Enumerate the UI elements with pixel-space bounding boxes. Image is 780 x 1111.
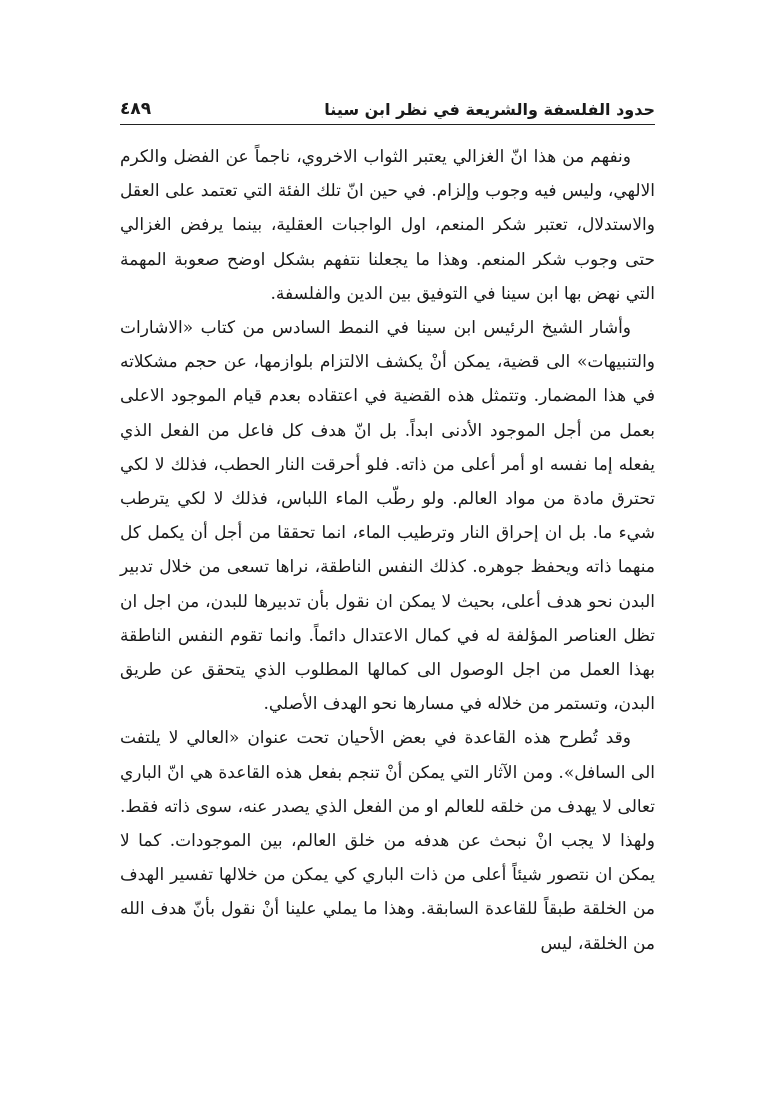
paragraph: وقد تُطرح هذه القاعدة في بعض الأحيان تحت عنوان «العالي لا يلتفت الى السافل». ومن الآثار التي يمكن أنْ تنجم بفعل هذه القاعدة هي انّ الباري تعالى لا يهدف من خلقه للعالم او من الفعل الذي يصدر عنه، سوى ذاته فقط. ولهذا لا يجب انْ نبحث عن هدفه من خلق العالم، بين الموجودات. كما لا يمكن ان نتصور شيئاً أعلى من ذات الباري كي يمكن من خلالها تفسير الهدف من الخلقة طبقاً للقاعدة السابقة. وهذا ما يملي علينا أنْ نقول بأنّ هدف الله من الخلقة، ليس — [120, 728, 655, 954]
page-number: ٤٨٩ — [120, 99, 152, 119]
running-title: حدود الفلسفة والشريعة في نظر ابن سينا — [324, 100, 655, 119]
running-header — [120, 90, 655, 125]
paragraph: ونفهم من هذا انّ الغزالي يعتبر الثواب الاخروي، ناجماً عن الفضل والكرم الالهي، وليس فيه وجوب وإلزام. في حين انّ تلك الفئة التي تعتمد على العقل والاستدلال، تعتبر شكر المنعم، اول الواجبات العقلية، بينما يرفض الغزالي حتى وجوب شكر المنعم. وهذا ما يجعلنا نتفهم بشكل اوضح صعوبة المهمة التي نهض بها ابن سينا في التوفيق بين الدين والفلسفة. — [120, 147, 655, 304]
body-text — [120, 140, 655, 961]
paragraph: وأشار الشيخ الرئيس ابن سينا في النمط السادس من كتاب «الاشارات والتنبيهات» الى قضية، يمكن أنْ يكشف الالتزام بلوازمها، عن حجم مشكلاته في هذا المضمار. وتتمثل هذه القضية في اعتقاده بعدم قيام الموجود الاعلى بعمل من أجل الموجود الأدنى ابداً. بل انّ هدف كل فاعل من الفعل الذي يفعله إما نفسه او أمر أعلى من ذاته. فلو أحرقت النار الحطب، فذلك لا لكي تحترق مادة من مواد العالم. ولو رطّب الماء اللباس، فذلك لا لكي يترطب شيء ما. بل ان إحراق النار وترطيب الماء، انما تحققا من أجل أن يكمل كل منهما ذاته ويحفظ جوهره. كذلك النفس الناطقة، نراها تسعى من خلال تدبير البدن نحو هدف أعلى، بحيث لا يمكن ان نقول بأن تدبيرها للبدن، من اجل ان تظل العناصر المؤلفة له في كمال الاعتدال دائماً. وانما تقوم النفس الناطقة بهذا العمل من اجل الوصول الى كمالها المطلوب الذي يتحقق عن طريق البدن، وتستمر من خلاله في مسارها نحو الهدف الأصلي. — [120, 318, 655, 715]
